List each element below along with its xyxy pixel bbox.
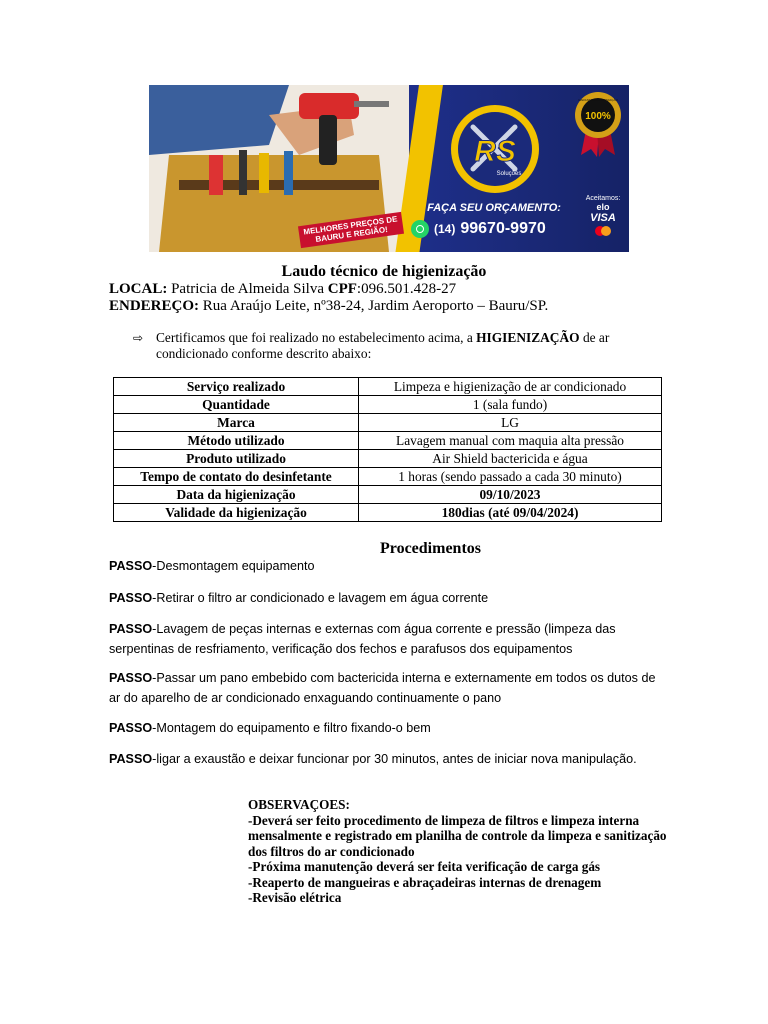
row-value: 1 (sala fundo) xyxy=(359,396,662,414)
observations-heading: OBSERVAÇOES: xyxy=(248,797,350,812)
step-text: -Retirar o filtro ar condicionado e lavagem em água corrente xyxy=(152,591,489,605)
table-row xyxy=(114,486,662,504)
observations-block xyxy=(248,797,668,906)
intro-text-after: de ar condicionado conforme descrito abaixo: xyxy=(156,330,610,361)
accept-label: Aceitamos: xyxy=(585,195,621,202)
observation-line: -Revisão elétrica xyxy=(248,890,342,905)
step-text: -ligar a exaustão e deixar funcionar por 30 minutos, antes de iniciar nova manipulação. xyxy=(152,752,637,766)
procedure-step xyxy=(109,718,669,738)
rs-logo xyxy=(449,103,541,195)
address-line xyxy=(109,298,548,315)
row-key: Serviço realizado xyxy=(114,378,359,396)
observation-line: -Deverá ser feito procedimento de limpeza de filtros e limpeza interna mensalmente e registrado em planilha de controle da limpeza e sanitização dos filtros do ar condicionado xyxy=(248,812,667,859)
procedure-step xyxy=(109,588,669,608)
best-prices-tag: MELHORES PREÇOS DE BAURU E REGIÃO! xyxy=(298,212,404,248)
step-label: PASSO xyxy=(109,671,153,685)
row-value: Limpeza e higienização de ar condicionado xyxy=(359,378,662,396)
observation-line: -Próxima manutenção deverá ser feita verificação de carga gás xyxy=(248,859,601,874)
address-label: ENDEREÇO: xyxy=(109,298,200,314)
service-details-table xyxy=(113,377,662,522)
table-row xyxy=(114,450,662,468)
payment-methods xyxy=(581,195,625,236)
visa-logo: VISA xyxy=(590,212,616,224)
row-key: Método utilizado xyxy=(114,432,359,450)
row-key: Validade da higienização xyxy=(114,504,359,522)
elo-logo: elo xyxy=(596,202,610,212)
svg-text:RS: RS xyxy=(474,135,516,168)
table-row xyxy=(114,378,662,396)
row-key: Quantidade xyxy=(114,396,359,414)
intro-text-bold: HIGIENIZAÇÃO xyxy=(476,330,580,345)
row-key: Produto utilizado xyxy=(114,450,359,468)
whatsapp-icon xyxy=(411,220,429,238)
step-label: PASSO xyxy=(109,721,153,735)
local-value: Patricia de Almeida Silva xyxy=(171,281,324,297)
procedure-step xyxy=(109,619,669,659)
step-text: -Montagem do equipamento e filtro fixando-o bem xyxy=(152,721,431,735)
step-label: PASSO xyxy=(109,752,153,766)
procedure-step xyxy=(109,668,669,708)
phone-contact xyxy=(411,220,546,238)
certification-statement xyxy=(133,330,653,362)
phone-number: 99670-9970 xyxy=(460,220,546,237)
step-label: PASSO xyxy=(109,622,153,636)
step-text: -Passar um pano embebido com bactericida interna e externamente em todos os dutos de ar do aparelho de ar condicionado enxaguando continuamente o pano xyxy=(109,671,656,705)
step-text: -Desmontagem equipamento xyxy=(152,559,315,573)
step-text: -Lavagem de peças internas e externas com água corrente e pressão (limpeza das serpentinas de resfriamento, verificação dos fechos e parafusos dos equipamentos xyxy=(109,622,616,656)
cpf-label: CPF xyxy=(327,281,357,297)
row-key: Marca xyxy=(114,414,359,432)
table-row xyxy=(114,468,662,486)
address-value: Rua Araújo Leite, nº38-24, Jardim Aeroporto – Bauru/SP. xyxy=(202,298,549,314)
satisfaction-seal xyxy=(573,91,623,157)
row-key: Tempo de contato do desinfetante xyxy=(114,468,359,486)
procedures-heading: Procedimentos xyxy=(379,540,481,557)
table-row xyxy=(114,504,662,522)
row-value: Lavagem manual com maquia alta pressão xyxy=(359,432,662,450)
table-row xyxy=(114,396,662,414)
step-label: PASSO xyxy=(109,591,153,605)
observation-line: -Reaperto de mangueiras e abraçadeiras internas de drenagem xyxy=(248,874,602,890)
procedure-step xyxy=(109,556,669,576)
local-label: LOCAL: xyxy=(109,281,168,297)
svg-text:100%: 100% xyxy=(585,111,611,122)
table-row xyxy=(114,432,662,450)
row-value: 180dias (até 09/04/2024) xyxy=(359,504,662,522)
row-value: 09/10/2023 xyxy=(359,486,662,504)
svg-text:Soluções: Soluções xyxy=(496,171,522,177)
quote-call-to-action: FAÇA SEU ORÇAMENTO: xyxy=(427,202,561,214)
step-label: PASSO xyxy=(109,559,153,573)
row-key: Data da higienização xyxy=(114,486,359,504)
mastercard-icon xyxy=(581,226,625,236)
row-value: LG xyxy=(359,414,662,432)
company-banner xyxy=(149,85,629,252)
document-title: Laudo técnico de higienização xyxy=(281,263,487,280)
row-value: Air Shield bactericida e água xyxy=(359,450,662,468)
local-line xyxy=(109,281,456,298)
cpf-value: :096.501.428-27 xyxy=(356,281,457,297)
row-value: 1 horas (sendo passado a cada 30 minuto) xyxy=(359,468,662,486)
phone-prefix: (14) xyxy=(434,222,456,236)
procedure-step xyxy=(109,749,669,769)
intro-text-before: Certificamos que foi realizado no estabelecimento acima, a xyxy=(156,330,473,345)
table-row xyxy=(114,414,662,432)
arrow-right-icon: ⇨ xyxy=(133,331,144,345)
svg-text:GARANTIA DE SATISFAÇÃO: GARANTIA DE SATISFAÇÃO xyxy=(578,98,618,102)
